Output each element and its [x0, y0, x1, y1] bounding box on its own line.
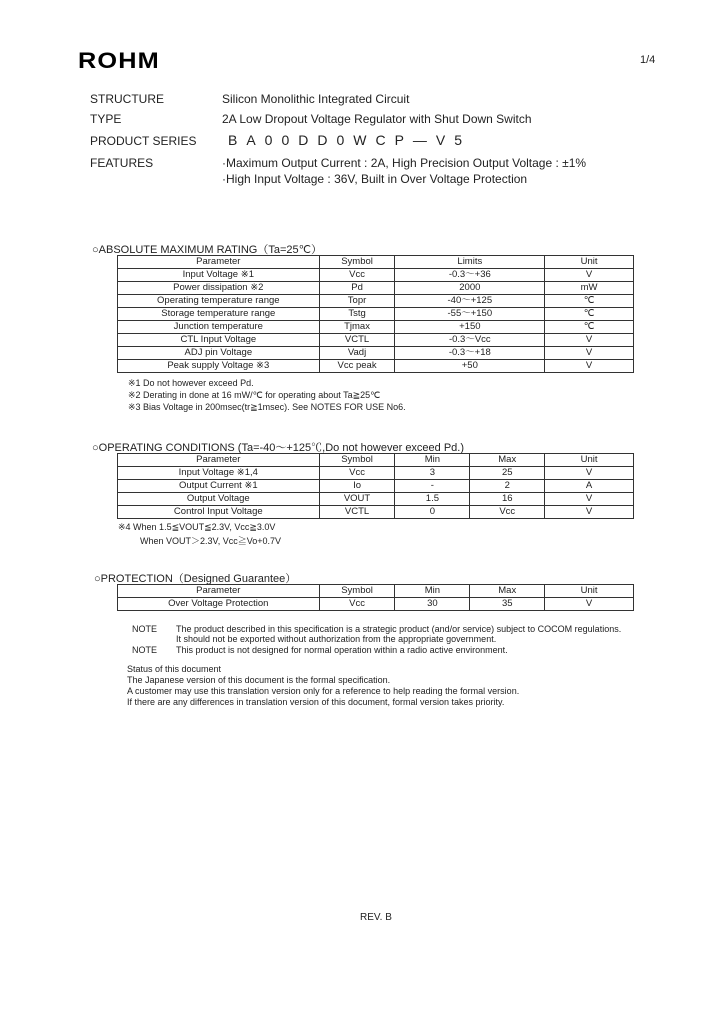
cell: Pd: [319, 282, 395, 295]
col-header: Symbol: [319, 454, 395, 467]
cell: V: [545, 467, 634, 480]
cell: -0.3～+18: [395, 347, 545, 360]
cell: Input Voltage ※1: [118, 269, 320, 282]
cell: Topr: [319, 295, 395, 308]
operating-title: ○OPERATING CONDITIONS (Ta=-40～+125℃,Do not however exceed Pd.): [92, 442, 465, 454]
col-header: Unit: [545, 585, 634, 598]
table-row: [118, 347, 634, 360]
structure-value: Silicon Monolithic Integrated Circuit: [222, 92, 410, 106]
cell: +50: [395, 360, 545, 373]
note-text-1b: It should not be exported without authorization from the appropriate government.: [176, 634, 497, 644]
table-header-row: [118, 585, 634, 598]
table-header-row: [118, 454, 634, 467]
table-header-row: [118, 256, 634, 269]
table-row: [118, 269, 634, 282]
protection-title: ○PROTECTION（Designed Guarantee）: [94, 573, 297, 585]
col-header: Unit: [545, 256, 634, 269]
cell: -0.3～+36: [395, 269, 545, 282]
abs-note-3: ※3 Bias Voltage in 200msec(tr≧1msec). See NOTES FOR USE No6.: [128, 402, 406, 412]
cell: Tstg: [319, 308, 395, 321]
product-series-label: PRODUCT SERIES: [90, 134, 197, 148]
cell: CTL Input Voltage: [118, 334, 320, 347]
table-row: [118, 295, 634, 308]
cell: -55～+150: [395, 308, 545, 321]
features-label: FEATURES: [90, 156, 154, 170]
col-header: Max: [470, 454, 545, 467]
cell: V: [545, 506, 634, 519]
table-row: [118, 493, 634, 506]
cell: Junction temperature: [118, 321, 320, 334]
col-header: Unit: [545, 454, 634, 467]
col-header: Parameter: [118, 454, 320, 467]
rohm-logo: ROHM: [78, 48, 160, 73]
abs-note-2: ※2 Derating in done at 16 mW/℃ for operating about Ta≧25℃: [128, 390, 381, 400]
cell: V: [545, 347, 634, 360]
operating-note-2: When VOUT＞2.3V, Vcc≧Vo+0.7V: [140, 536, 281, 546]
cell: Input Voltage ※1,4: [118, 467, 320, 480]
abs-max-title: ○ABSOLUTE MAXIMUM RATING（Ta=25℃）: [92, 244, 322, 256]
cell: V: [545, 493, 634, 506]
type-value: 2A Low Dropout Voltage Regulator with Shut Down Switch: [222, 112, 532, 126]
table-row: [118, 506, 634, 519]
cell: 2000: [395, 282, 545, 295]
col-header: Parameter: [118, 256, 320, 269]
cell: Output Current ※1: [118, 480, 320, 493]
table-row: [118, 598, 634, 611]
cell: Tjmax: [319, 321, 395, 334]
cell: Over Voltage Protection: [118, 598, 320, 611]
cell: VOUT: [319, 493, 395, 506]
type-label: TYPE: [90, 112, 122, 126]
cell: Vcc: [319, 269, 395, 282]
cell: +150: [395, 321, 545, 334]
cell: V: [545, 360, 634, 373]
table-row: [118, 480, 634, 493]
revision: REV. B: [360, 912, 392, 923]
col-header: Max: [470, 585, 545, 598]
page-number: 1/4: [640, 54, 656, 66]
cell: 2: [470, 480, 545, 493]
cell: -: [395, 480, 470, 493]
cell: 0: [395, 506, 470, 519]
cell: 30: [395, 598, 470, 611]
cell: V: [545, 269, 634, 282]
status-line-2: A customer may use this translation version only for a reference to help reading the formal version.: [127, 686, 520, 696]
cell: Vcc: [319, 467, 395, 480]
cell: 25: [470, 467, 545, 480]
cell: Control Input Voltage: [118, 506, 320, 519]
cell: Vcc peak: [319, 360, 395, 373]
col-header: Symbol: [319, 585, 395, 598]
cell: Io: [319, 480, 395, 493]
cell: V: [545, 334, 634, 347]
table-row: [118, 308, 634, 321]
cell: VCTL: [319, 334, 395, 347]
cell: ℃: [545, 321, 634, 334]
cell: 1.5: [395, 493, 470, 506]
status-line-1: The Japanese version of this document is the formal specification.: [127, 675, 391, 685]
col-header: Limits: [395, 256, 545, 269]
note-text-1a: The product described in this specification is a strategic product (and/or service) subject to COCOM regulations.: [176, 624, 622, 634]
cell: Output Voltage: [118, 493, 320, 506]
note-label-2: NOTE: [132, 645, 158, 655]
cell: Vcc: [470, 506, 545, 519]
cell: Vcc: [319, 598, 395, 611]
cell: ℃: [545, 308, 634, 321]
structure-label: STRUCTURE: [90, 92, 164, 106]
feature-2: ·High Input Voltage : 36V, Built in Over Voltage Protection: [222, 172, 528, 186]
col-header: Min: [395, 454, 470, 467]
cell: 35: [470, 598, 545, 611]
table-row: [118, 360, 634, 373]
cell: ℃: [545, 295, 634, 308]
cell: ADJ pin Voltage: [118, 347, 320, 360]
col-header: Parameter: [118, 585, 320, 598]
operating-table: [117, 453, 634, 519]
cell: 3: [395, 467, 470, 480]
operating-note-1: ※4 When 1.5≦VOUT≦2.3V, Vcc≧3.0V: [118, 522, 276, 532]
status-line-3: If there are any differences in translation version of this document, formal version takes priority.: [127, 697, 505, 707]
cell: A: [545, 480, 634, 493]
cell: -0.3～Vcc: [395, 334, 545, 347]
cell: V: [545, 598, 634, 611]
col-header: Symbol: [319, 256, 395, 269]
product-series-value: BA00DD0WCP—V5: [228, 132, 472, 148]
table-row: [118, 282, 634, 295]
abs-note-1: ※1 Do not however exceed Pd.: [128, 378, 254, 388]
abs-max-table: [117, 255, 634, 373]
protection-table: [117, 584, 634, 611]
cell: Peak supply Voltage ※3: [118, 360, 320, 373]
cell: 16: [470, 493, 545, 506]
table-row: [118, 334, 634, 347]
table-row: [118, 321, 634, 334]
cell: Operating temperature range: [118, 295, 320, 308]
cell: mW: [545, 282, 634, 295]
cell: Storage temperature range: [118, 308, 320, 321]
cell: Power dissipation ※2: [118, 282, 320, 295]
cell: VCTL: [319, 506, 395, 519]
feature-1: ·Maximum Output Current : 2A, High Precision Output Voltage : ±1%: [222, 156, 587, 170]
cell: Vadj: [319, 347, 395, 360]
note-text-2: This product is not designed for normal operation within a radio active environment.: [176, 645, 508, 655]
status-heading: Status of this document: [127, 664, 222, 674]
col-header: Min: [395, 585, 470, 598]
cell: -40～+125: [395, 295, 545, 308]
note-label-1: NOTE: [132, 624, 158, 634]
table-row: [118, 467, 634, 480]
